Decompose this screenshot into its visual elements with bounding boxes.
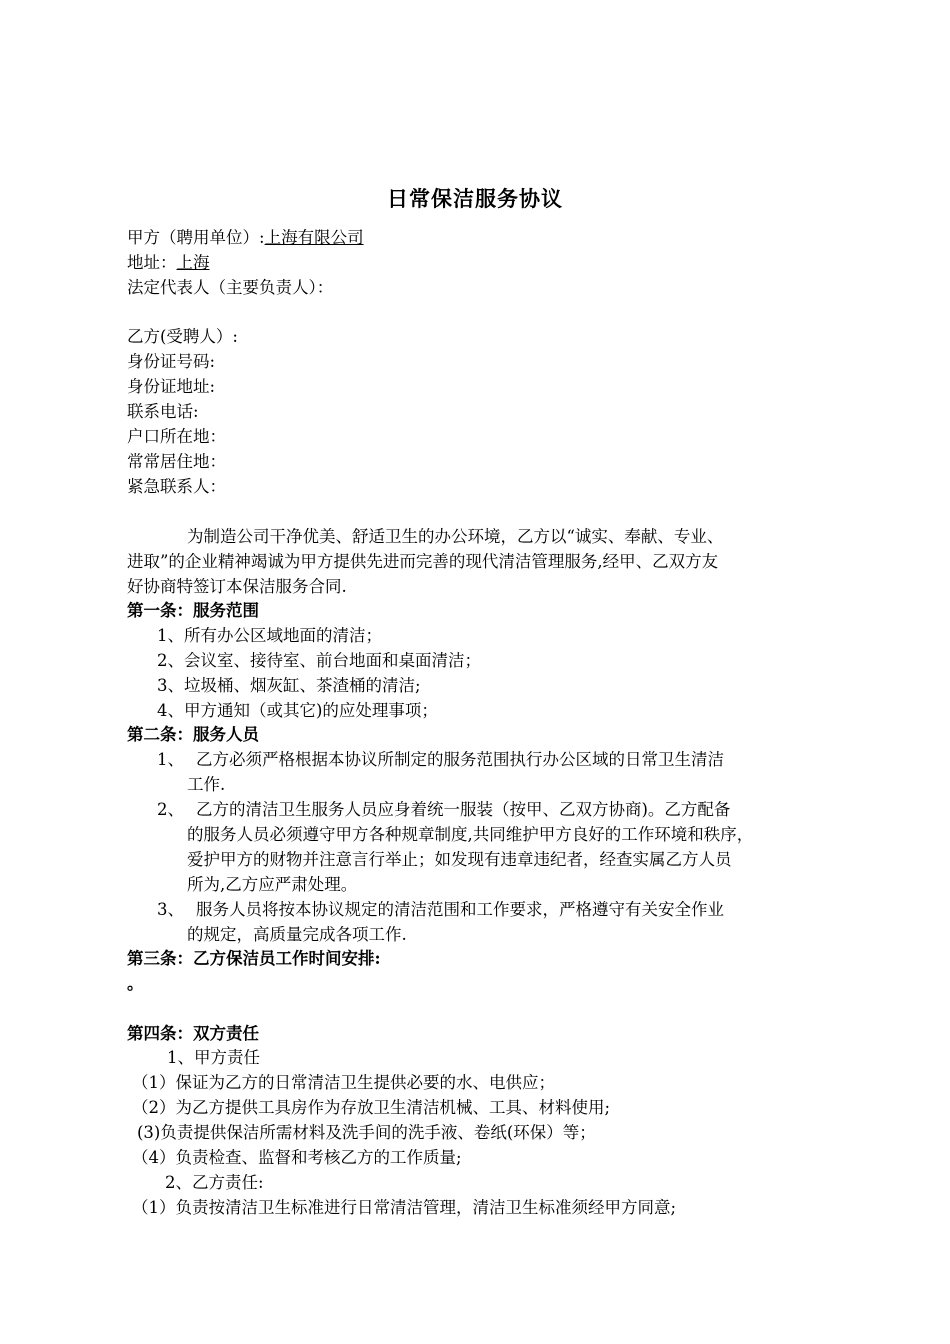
party-a-line	[127, 225, 364, 250]
article-2-item-number: 1、	[157, 750, 184, 769]
intro-line: 好协商特签订本保洁服务合同.	[127, 577, 347, 596]
hukou-label: 户口所在地：	[127, 427, 226, 446]
article-2-item-text: 爱护甲方的财物并注意言行举止；如发现有违章违纪者，经查实属乙方人员	[187, 850, 732, 869]
article-2-item-text: 的服务人员必须遵守甲方各种规章制度,共同维护甲方良好的工作环境和秩序，	[187, 825, 754, 844]
article-2-heading: 第二条：服务人员	[127, 725, 259, 744]
article-2-item-text: 乙方必须严格根据本协议所制定的服务范围执行办公区域的日常卫生清洁	[196, 750, 724, 769]
party-b-duty-item: （1）负责按清洁卫生标准进行日常清洁管理，清洁卫生标准须经甲方同意;	[132, 1198, 677, 1217]
id-number-label: 身份证号码:	[127, 352, 216, 371]
article-2-item-text: 的规定，高质量完成各项工作.	[187, 925, 407, 944]
emergency-contact-label: 紧急联系人：	[127, 477, 226, 496]
party-a-duty-item: (3)负责提供保洁所需材料及洗手间的洗手液、卷纸(环保）等；	[137, 1123, 596, 1142]
article-4-heading: 第四条：双方责任	[127, 1024, 259, 1043]
article-1-item: 1、所有办公区域地面的清洁；	[157, 626, 382, 645]
article-1-item: 2、会议室、接待室、前台地面和桌面清洁；	[157, 651, 481, 670]
party-a-duty-heading: 1、甲方责任	[167, 1048, 260, 1067]
legal-rep-label: 法定代表人（主要负责人）：	[127, 278, 334, 297]
id-address-label: 身份证地址:	[127, 377, 216, 396]
article-2-item-text: 服务人员将按本协议规定的清洁范围和工作要求，严格遵守有关安全作业	[196, 900, 724, 919]
article-1-item: 3、垃圾桶、烟灰缸、茶渣桶的清洁;	[157, 676, 421, 695]
article-2-item-text: 所为,乙方应严肃处理。	[187, 875, 358, 894]
party-a-duty-item: （2）为乙方提供工具房作为存放卫生清洁机械、工具、材料使用;	[132, 1098, 611, 1117]
article-3-heading: 第三条：乙方保洁员工作时间安排:	[127, 949, 381, 968]
article-2-item-number: 2、	[157, 800, 184, 819]
address-value: 上海	[176, 253, 210, 272]
address-label: 地址：	[127, 253, 177, 272]
phone-label: 联系电话:	[127, 402, 199, 421]
residence-label: 常常居住地：	[127, 452, 226, 471]
party-b-label: 乙方(受聘人）:	[127, 327, 238, 346]
party-a-label: 甲方（聘用单位）:	[127, 228, 265, 247]
party-a-duty-item: （1）保证为乙方的日常清洁卫生提供必要的水、电供应；	[132, 1073, 555, 1092]
party-a-name: 上海有限公司	[264, 228, 364, 247]
article-2-item-number: 3、	[157, 900, 184, 919]
document-title: 日常保洁服务协议	[387, 186, 563, 211]
intro-line: 为制造公司干净优美、舒适卫生的办公环境，乙方以“诚实、奉献、专业、	[187, 527, 724, 546]
party-a-address-line	[127, 250, 210, 275]
article-2-item-text: 乙方的清洁卫生服务人员应身着统一服装（按甲、乙双方协商)。乙方配备	[196, 800, 731, 819]
article-3-content: 。	[127, 974, 144, 993]
article-1-heading: 第一条：服务范围	[127, 601, 259, 620]
intro-line: 进取”的企业精神竭诚为甲方提供先进而完善的现代清洁管理服务,经甲、乙双方友	[127, 552, 719, 571]
party-a-duty-item: （4）负责检查、监督和考核乙方的工作质量;	[132, 1148, 462, 1167]
article-2-item-text: 工作.	[187, 775, 226, 794]
party-b-duty-heading: 2、乙方责任:	[165, 1173, 264, 1192]
article-1-item: 4、甲方通知（或其它)的应处理事项；	[157, 701, 438, 720]
